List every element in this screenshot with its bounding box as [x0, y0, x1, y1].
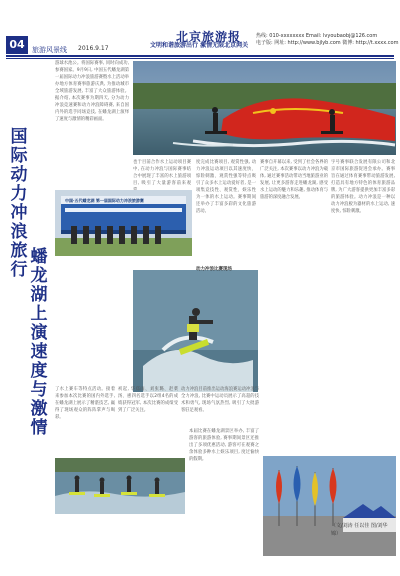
headline-line-2: 蟠龙湖上演速度与激情	[30, 247, 48, 438]
photo-surfers-flag-image	[133, 61, 396, 155]
article-column-bottom-right-2: 本届比赛在蟠龙湖景区举办, 丰富了游客的旅游体验, 赛事期间景区还推出了多项优惠活动, 游客可在观赛之余体验多种水上娱乐项目, 度过愉快的假期。	[189, 429, 259, 462]
photo-caption: 动力冲浪比赛现场	[196, 267, 232, 272]
photo-jetsurfer-jump-image	[133, 270, 258, 392]
page-number: 04	[6, 36, 28, 54]
newspaper-slogan: 文明和谐旅游出行 激情无限北京网关	[150, 42, 249, 49]
photo-racers	[55, 458, 185, 514]
contact-line-2: 电子版: 网址: http://www.bjlyb.com 微博: http://t.xxxx.com	[256, 40, 399, 46]
photo-flags-tents	[263, 456, 396, 556]
article-column-1: 游球水池公。将国际赛事, 同时向成功, 参赛国家。9月9日, 中国五代蟠龙湖第一届国际动力冲浪旅游赛暨水上活动举办地方体育赛事旅游庆典, 为推动城市全域旅游发展, 丰富了大众旅游体验。据介绍, 本次赛事为期四天, 分为动力冲浪竞速赛和动力冲浪障碍赛, 来自国内外的选手同场竞技, 在蟠龙湖上演绎了速度与激情的精彩画面。	[55, 61, 129, 122]
article-column-2: 也于目前合作水上运动项目赛中, 在动力冲浪与国际赛事结合中展现了丰富的水上旅游项目, 吸引了大量游客前来观	[133, 160, 191, 186]
contact-info	[256, 33, 398, 47]
article-column-4: 赛事自开幕以来, 受到了社会各界的广泛关注, 本次赛事以动力冲浪为载体, 通过赛事活动带动当地旅游业的发展, 让更多游客走进蟠龙湖, 感受水上运动的魅力和乐趣, 推动体育与旅游的深度融合发展。	[260, 160, 328, 200]
headline	[10, 128, 48, 468]
photo-surfers-flag	[133, 61, 396, 155]
article-column-bottom-right: 动力冲浪目前推出运动海浪赛运动冲浪与全力冲浪, 比赛中运动员展示了高超的技术和勇气, 现场气氛热烈, 吸引了大批游客驻足观看。	[181, 387, 259, 413]
article-column-3: 度完成比赛项目, 观赏性强, 动力冲浪运动项目以其速度快、惊险刺激、观赏性强等特点吸引了众多水上运动爱好者, 是一项集竞技性、观赏性、娱乐性为一体的水上运动。赛事期间还举办了丰富多彩的文化旅游活动。	[196, 160, 256, 214]
banner-text: 中国·五代蟠龙湖 第一届国际动力冲浪旅游赛	[65, 198, 144, 203]
header-rule-thin	[6, 58, 394, 59]
photo-banner-ceremony	[55, 190, 192, 256]
article-column-bottom-mid: 初起, 华郑雨、刘张璐、赵菜汤、惠四名选手以2组4名的成绩获得冠军, 本次比赛的成绩受到了广泛关注。	[118, 387, 178, 413]
article-column-bottom-left: 了水上赛车等特点活动。接着来参加本次比赛的国内外选手, 在蟠龙湖上展示了精湛技艺, 赢得了现场观众的阵阵掌声与喝彩。	[55, 387, 115, 420]
header-rule	[6, 55, 394, 57]
article-column-5: 字号赛事联合发展有限公司和北京市国际旅游促进会承办。赛事旨在通过体育赛事带动旅游发展, 打造具有地方特色的体育旅游品牌, 为广大游客提供更加丰富多彩的旅游体验。动力冲浪是一种以动力冲浪板为器材的水上运动, 速度快, 惊险刺激。	[331, 160, 395, 214]
headline-line-1: 国际动力冲浪旅行	[10, 127, 28, 280]
newspaper-title: 北京旅游报	[176, 30, 242, 44]
article-credit: （文/刘涛 任以佳 图/刘华锦）	[331, 523, 388, 537]
photo-jetsurfer-jump	[133, 270, 258, 392]
photo-flags-tents-image	[263, 456, 396, 556]
issue-date: 2016.9.17	[78, 45, 109, 52]
contact-line-1: 热线: 010-xxxxxxxx Email: lvyoubaobj@126.com	[256, 33, 378, 39]
photo-racers-image	[55, 458, 185, 514]
section-label: 旅游风景线	[32, 46, 67, 54]
